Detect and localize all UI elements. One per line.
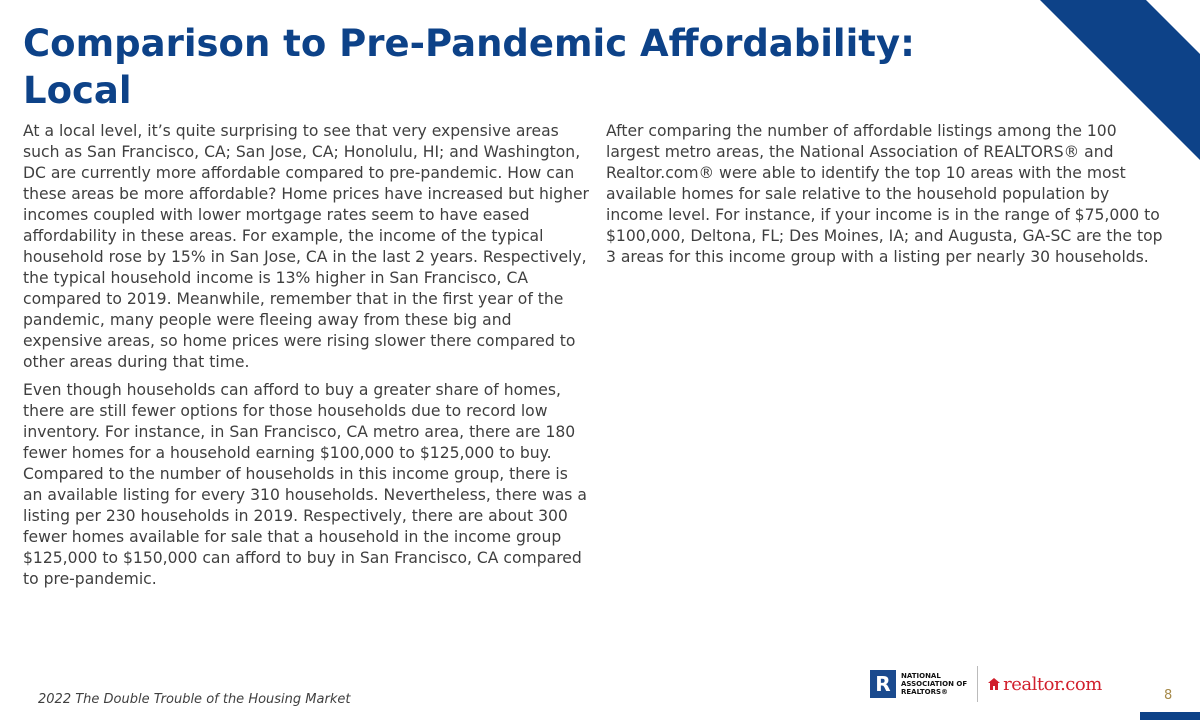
realtor-logo-text: realtor.com	[1003, 673, 1102, 695]
paragraph: After comparing the number of affordable listings among the 100 largest metro areas, the National Association of REALTORS® and Realtor.com® were able to identify the top 10 areas with the most available homes for sale relative to the household population by income level. For instance, if your income is in the range of $75,000 to $100,000, Deltona, FL; Des Moines, IA; and Augusta, GA-SC are the top 3 areas for this income group with a listing per nearly 30 households.	[606, 122, 1163, 266]
footer-source: 2022 The Double Trouble of the Housing Market	[38, 692, 351, 707]
logo-bar	[870, 660, 1132, 708]
realtor-logo	[987, 674, 1102, 695]
right-column	[606, 121, 1166, 275]
bottom-accent-bar	[1140, 712, 1200, 720]
paragraph: Even though households can afford to buy a greater share of homes, there are still fewer options for those households due to record low inventory. For instance, in San Francisco, CA metro area, there are 180 fewer homes for a household earning $100,000 to $125,000 to buy. Compared to the number of households in this income group, there is an available listing for every 310 households. Nevertheless, there was a listing per 230 households in 2019. Respectively, there are about 300 fewer homes available for sale that a household in the income group $125,000 to $150,000 can afford to buy in San Francisco, CA compared to pre-pandemic.	[23, 381, 587, 588]
logo-divider	[977, 666, 978, 702]
page-number: 8	[1164, 688, 1173, 703]
nar-logo	[870, 670, 967, 698]
page-title: Comparison to Pre-Pandemic Affordability: Local	[23, 22, 915, 112]
left-column	[23, 121, 589, 597]
paragraph: At a local level, it’s quite surprising to see that very expensive areas such as San Francisco, CA; San Jose, CA; Honolulu, HI; and Washington, DC are currently more affordable compared to pre-pandemic. How can these areas be more affordable? Home prices have increased but higher incomes coupled with lower mortgage rates seem to have eased affordability in these areas. For example, the income of the typical household rose by 15% in San Jose, CA in the last 2 years. Respectively, the typical household income is 13% higher in San Francisco, CA compared to 2019. Meanwhile, remember that in the first year of the pandemic, many people were fleeing away from these big and expensive areas, so home prices were rising slower there compared to other areas during that time.	[23, 122, 589, 371]
nar-logo-text: NATIONAL ASSOCIATION OF REALTORS®	[901, 672, 968, 696]
house-icon	[987, 677, 1001, 691]
nar-r-icon: R	[870, 670, 896, 698]
